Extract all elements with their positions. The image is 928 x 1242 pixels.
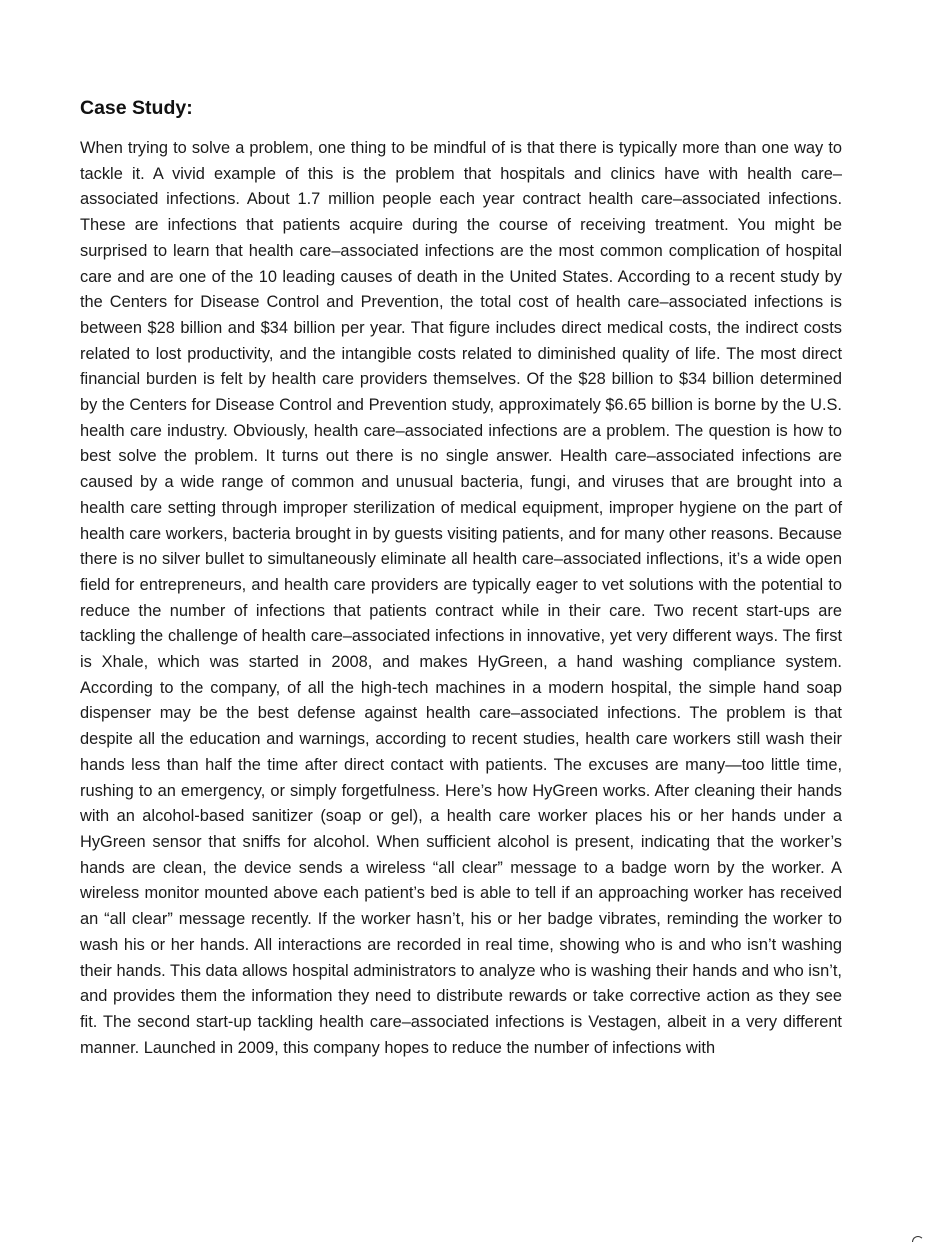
- case-study-heading: Case Study:: [80, 97, 193, 119]
- page-corner-mark: [912, 1236, 924, 1242]
- case-study-body-paragraph: When trying to solve a problem, one thing to be mindful of is that there is typically more than one way to tackle it. A vivid example of this is the problem that hospitals and clinics have with health care–associated infections. About 1.7 million people each year contract health care–associated infections. These are infections that patients acquire during the course of receiving treatment. You might be surprised to learn that health care–associated infections are the most common complication of hospital care and are one of the 10 leading causes of death in the United States. According to a recent study by the Centers for Disease Control and Prevention, the total cost of health care–associated infections is between $28 billion and $34 billion per year. That figure includes direct medical costs, the indirect costs related to lost productivity, and the intangible costs related to diminished quality of life. The most direct financial burden is felt by health care providers themselves. Of the $28 billion to $34 billion determined by the Centers for Disease Control and Prevention study, approximately $6.65 billion is borne by the U.S. health care industry. Obviously, health care–associated infections are a problem. The question is how to best solve the problem. It turns out there is no single answer. Health care–associated infections are caused by a wide range of common and unusual bacteria, fungi, and viruses that are brought into a health care setting through improper sterilization of medical equipment, improper hygiene on the part of health care workers, bacteria brought in by guests visiting patients, and for many other reasons. Because there is no silver bullet to simultaneously eliminate all health care–associated inflections, it’s a wide open field for entrepreneurs, and health care providers are typically eager to vet solutions with the potential to reduce the number of infections that patients contract while in their care. Two recent start-ups are tackling the challenge of health care–associated infections in innovative, yet very different ways. The first is Xhale, which was started in 2008, and makes HyGreen, a hand washing compliance system. According to the company, of all the high-tech machines in a modern hospital, the simple hand soap dispenser may be the best defense against health care–associated infections. The problem is that despite all the education and warnings, according to recent studies, health care workers still wash their hands less than half the time after direct contact with patients. The excuses are many—too little time, rushing to an emergency, or simply forgetfulness. Here’s how HyGreen works. After cleaning their hands with an alcohol-based sanitizer (soap or gel), a health care worker places his or her hands under a HyGreen sensor that sniffs for alcohol. When sufficient alcohol is present, indicating that the worker’s hands are clean, the device sends a wireless “all clear” message to a badge worn by the worker. A wireless monitor mounted above each patient’s bed is able to tell if an approaching worker has received an “all clear” message recently. If the worker hasn’t, his or her badge vibrates, reminding the worker to wash his or her hands. All interactions are recorded in real time, showing who is and who isn’t washing their hands. This data allows hospital administrators to analyze who is washing their hands and who isn’t, and provides them the information they need to distribute rewards or take corrective action as they see fit. The second start-up tackling health care–associated infections is Vestagen, albeit in a very different manner. Launched in 2009, this company hopes to reduce the number of infections with: [80, 139, 842, 1057]
